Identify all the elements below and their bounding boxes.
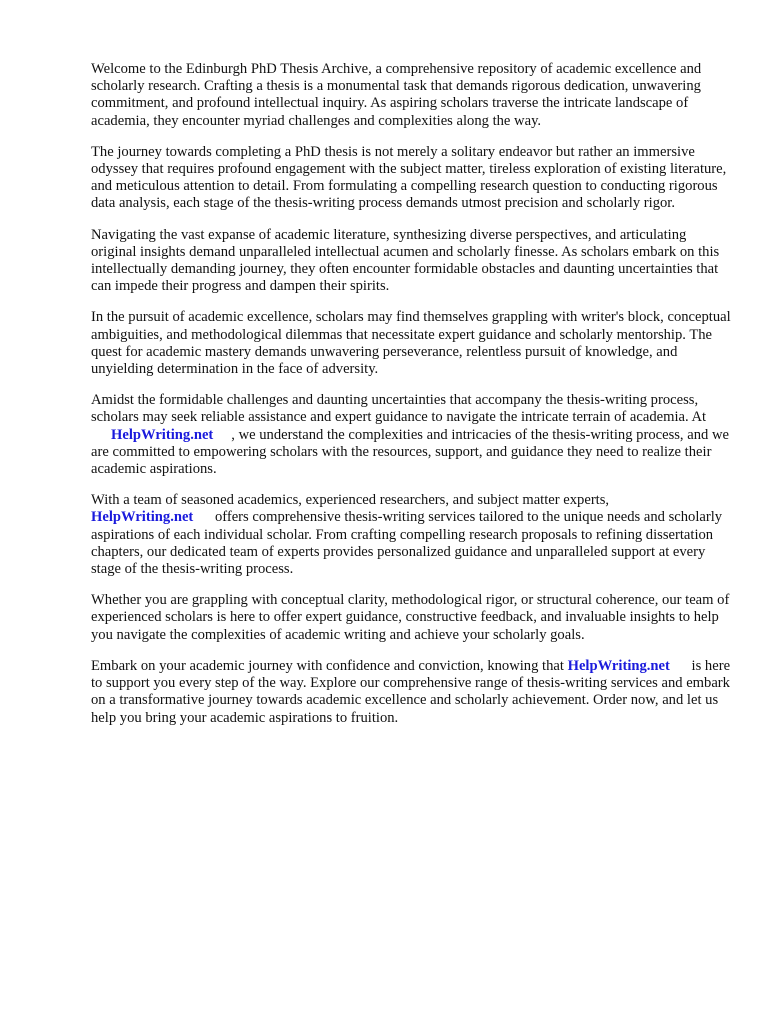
paragraph-literature: Navigating the vast expanse of academic literature, synthesizing diverse perspectives, and articulating original insights demand unparalleled intellectual acumen and scholarly finesse. As scholars embark on this intellectually demanding journey, they often encounter formidable obstacles and daunting uncertainties that can impede their progress and dampen their spirits. bbox=[91, 226, 720, 295]
paragraph-assistance bbox=[91, 392, 731, 478]
helpwriting-link-1[interactable]: HelpWriting.net bbox=[111, 426, 214, 443]
helpwriting-link-2[interactable]: HelpWriting.net bbox=[91, 509, 194, 526]
paragraph-pursuit: In the pursuit of academic excellence, scholars may find themselves grappling with writer's block, conceptual ambiguities, and methodological dilemmas that necessitate expert guidance and scholarly mentorship. The quest for academic mastery demands unwavering perseverance, relentless pursuit of knowledge, and unyielding determination in the face of adversity. bbox=[91, 309, 731, 378]
paragraph-grappling: Whether you are grappling with conceptual clarity, methodological rigor, or structural coherence, our team of experienced scholars is here to offer expert guidance, constructive feedback, and invaluable insights to help you navigate the complexities of academic writing and achieve your scholarly goals. bbox=[91, 592, 730, 643]
paragraph-embark-text-end: is here to support you every step of the way. Explore our comprehensive range of thesis-writing services and embark on a transformative journey towards academic excellence and scholarly achievement. Order now, and let us help you bring your academic aspirations to fruition. bbox=[91, 657, 731, 726]
document-body bbox=[91, 61, 731, 741]
paragraph-intro: Welcome to the Edinburgh PhD Thesis Archive, a comprehensive repository of academic excellence and scholarly research. Crafting a thesis is a monumental task that demands rigorous dedication, unwavering commitment, and profound intellectual inquiry. As aspiring scholars traverse the intricate landscape of academia, they encounter myriad challenges and complexities along the way. bbox=[91, 61, 702, 129]
paragraph-assistance-text-start: Amidst the formidable challenges and daunting uncertainties that accompany the thesis-writing process, scholars may seek reliable assistance and expert guidance to navigate the intricate terrain of academia. At bbox=[91, 392, 707, 426]
paragraph-team bbox=[91, 492, 731, 578]
paragraph-journey: The journey towards completing a PhD thesis is not merely a solitary endeavor but rather an immersive odyssey that requires profound engagement with the subject matter, tireless exploration of existing literature, and meticulous attention to detail. From formulating a compelling research question to conducting rigorous data analysis, each stage of the thesis-writing process demands utmost precision and scholarly rigor. bbox=[91, 143, 727, 212]
paragraph-embark bbox=[91, 658, 731, 727]
paragraph-embark-text-start: Embark on your academic journey with confidence and conviction, knowing that bbox=[91, 657, 564, 674]
paragraph-assistance-text-end: , we understand the complexities and intricacies of the thesis-writing process, and we are committed to empowering scholars with the resources, support, and guidance they need to realize their academic aspirations. bbox=[91, 426, 729, 478]
paragraph-team-text-start: With a team of seasoned academics, experienced researchers, and subject matter experts, bbox=[91, 492, 610, 509]
paragraph-team-text-end: offers comprehensive thesis-writing services tailored to the unique needs and scholarly aspirations of each individual scholar. From crafting compelling research proposals to refining dissertation chapters, our dedicated team of experts provides personalized guidance and unparalleled support at every stage of the thesis-writing process. bbox=[91, 509, 723, 578]
helpwriting-link-3[interactable]: HelpWriting.net bbox=[567, 657, 670, 674]
